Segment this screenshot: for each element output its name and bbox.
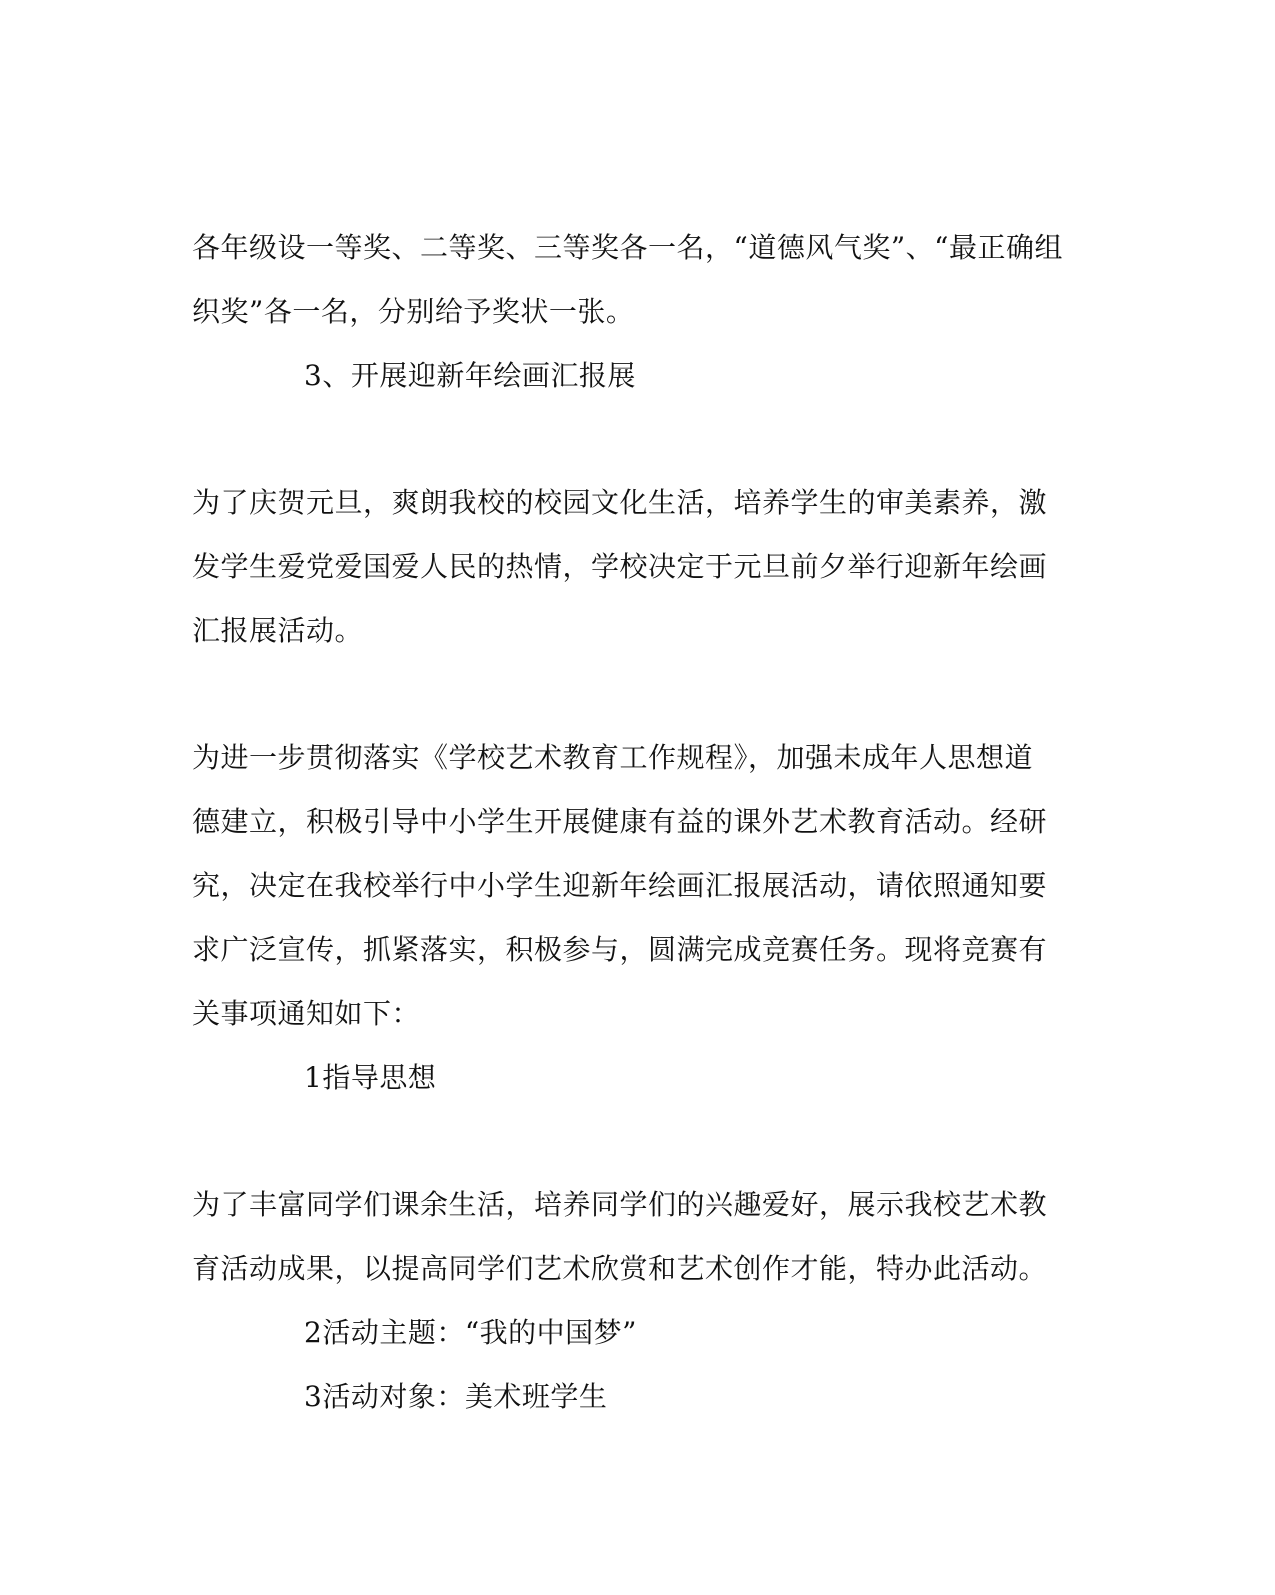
text-line: 求广泛宣传，抓紧落实，积极参与，圆满完成竞赛任务。现将竞赛有 xyxy=(192,933,1048,966)
text-line: 发学生爱党爱国爱人民的热情，学校决定于元旦前夕举行迎新年绘画 xyxy=(192,550,1048,583)
text-line: 关事项通知如下： xyxy=(192,997,421,1030)
text-line: 究，决定在我校举行中小学生迎新年绘画汇报展活动，请依照通知要 xyxy=(192,869,1048,902)
text-line: 各年级设一等奖、二等奖、三等奖各一名，“道德风气奖”、“最正确组 xyxy=(192,231,1063,264)
section-heading: 3活动对象：美术班学生 xyxy=(304,1380,608,1413)
section-heading: 1指导思想 xyxy=(304,1061,437,1094)
text-line: 汇报展活动。 xyxy=(192,614,364,647)
section-heading: 3、开展迎新年绘画汇报展 xyxy=(304,359,636,392)
text-line: 德建立，积极引导中小学生开展健康有益的课外艺术教育活动。经研 xyxy=(192,805,1048,838)
text-line: 育活动成果，以提高同学们艺术欣赏和艺术创作才能，特办此活动。 xyxy=(192,1252,1048,1285)
text-line: 为了丰富同学们课余生活，培养同学们的兴趣爱好，展示我校艺术教 xyxy=(192,1188,1048,1221)
text-line: 为进一步贯彻落实《学校艺术教育工作规程》，加强未成年人思想道 xyxy=(192,741,1034,774)
text-line: 织奖”各一名，分别给予奖状一张。 xyxy=(192,295,635,328)
section-heading: 2活动主题：“我的中国梦” xyxy=(304,1316,637,1349)
text-line: 为了庆贺元旦，爽朗我校的校园文化生活，培养学生的审美素养，激 xyxy=(192,486,1048,519)
